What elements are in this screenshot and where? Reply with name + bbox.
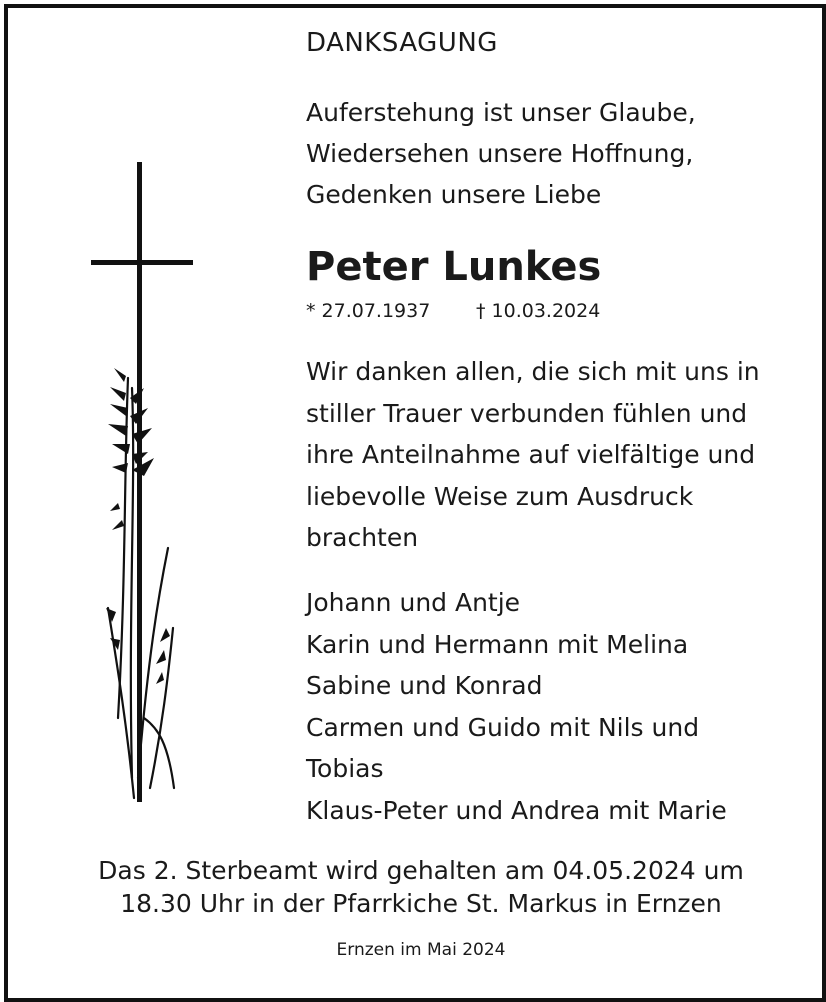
- family-line: Johann und Antje: [306, 588, 521, 617]
- birth-date: * 27.07.1937: [306, 300, 431, 322]
- thanks-line: stiller Trauer verbunden fühlen und: [306, 398, 748, 428]
- family-line: Klaus-Peter und Andrea mit Marie: [306, 795, 727, 825]
- notice-heading: DANKSAGUNG: [306, 28, 498, 58]
- thanks-line: liebevolle Weise zum Ausdruck: [306, 481, 694, 511]
- obituary-notice: [4, 4, 826, 1002]
- family-list: [306, 582, 727, 831]
- death-date: † 10.03.2024: [476, 300, 601, 322]
- family-line: Carmen und Guido mit Nils und: [306, 712, 700, 742]
- service-line: 18.30 Uhr in der Pfarrkiche St. Markus in Ernzen: [120, 889, 722, 918]
- thanks-line: Wir danken allen, die sich mit uns in: [306, 357, 760, 386]
- deceased-name: Peter Lunkes: [306, 244, 602, 290]
- family-line: Tobias: [306, 754, 384, 783]
- quote-block: [306, 92, 696, 215]
- quote-line: Gedenken unsere Liebe: [306, 180, 602, 209]
- thanks-text: [306, 351, 760, 559]
- cross-with-grass-icon: [88, 158, 198, 808]
- family-line: Sabine und Konrad: [306, 671, 543, 700]
- service-line: Das 2. Sterbeamt wird gehalten am 04.05.2024 um: [98, 856, 744, 885]
- family-line: Karin und Hermann mit Melina: [306, 629, 689, 659]
- quote-line: Wiedersehen unsere Hoffnung,: [306, 139, 694, 168]
- service-announcement: [8, 854, 826, 920]
- place-and-date: Ernzen im Mai 2024: [336, 940, 506, 960]
- thanks-line: ihre Anteilnahme auf vielfältige und: [306, 440, 756, 469]
- quote-line: Auferstehung ist unser Glaube,: [306, 98, 696, 127]
- thanks-line: brachten: [306, 523, 419, 552]
